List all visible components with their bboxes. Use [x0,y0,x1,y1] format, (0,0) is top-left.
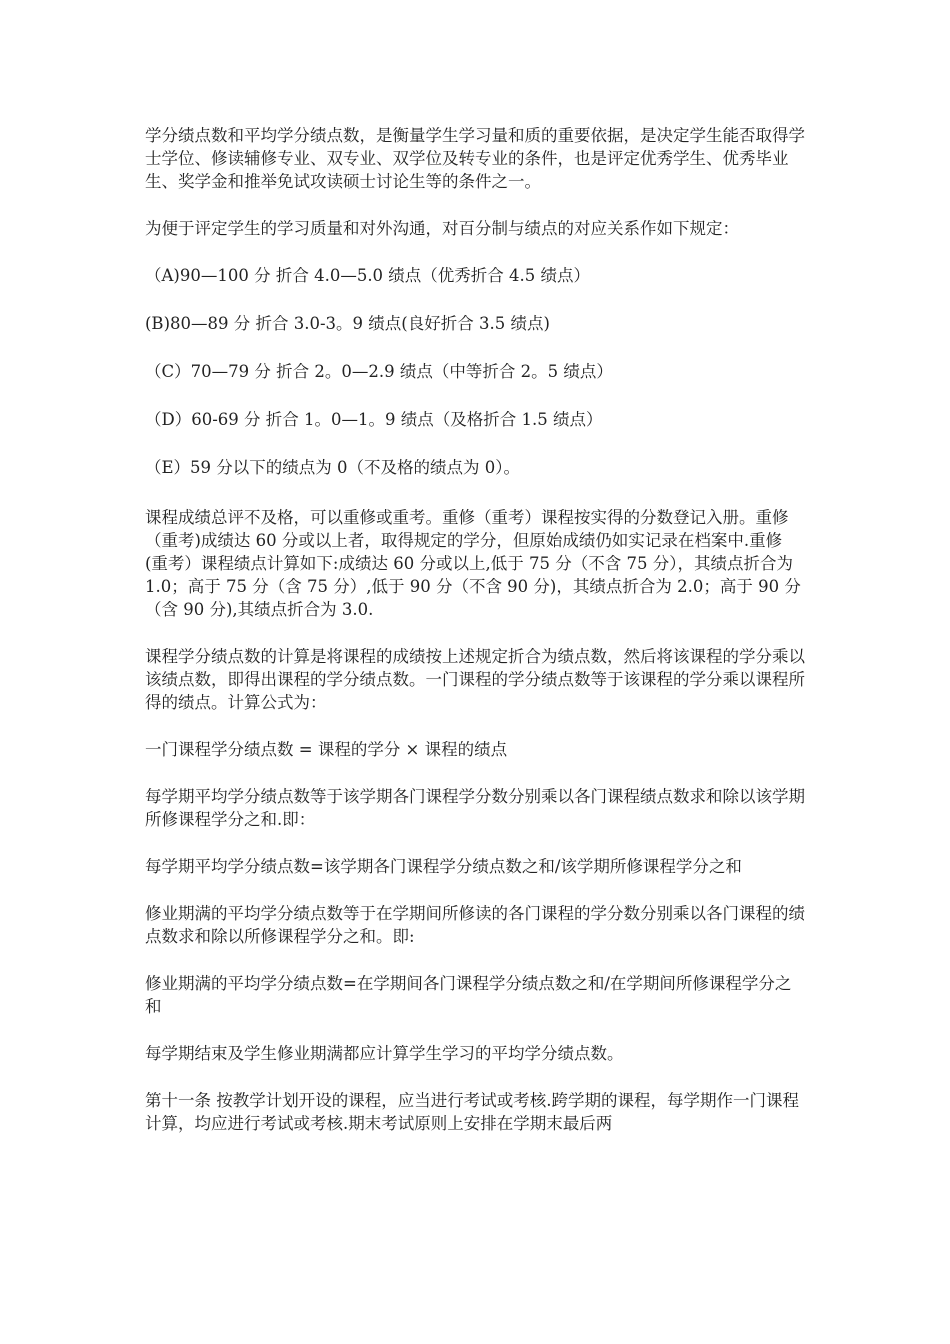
grade-item-d: （D）60-69 分 折合 1。0—1。9 绩点（及格折合 1.5 绩点） [145,410,603,429]
formula-overall-gpa: 修业期满的平均学分绩点数=在学期间各门课程学分绩点数之和/在学期间所修课程学分之和 [145,974,792,1016]
grade-item-a: （A)90—100 分 折合 4.0—5.0 绩点（优秀折合 4.5 绩点） [145,266,591,285]
paragraph-conversion-intro: 为便于评定学生的学习质量和对外沟通，对百分制与绩点的对应关系作如下规定： [145,219,739,238]
grade-item-c: （C）70—79 分 折合 2。0—2.9 绩点（中等折合 2。5 绩点） [145,362,613,381]
formula-semester-gpa: 每学期平均学分绩点数=该学期各门课程学分绩点数之和/该学期所修课程学分之和 [145,857,742,876]
paragraph-gpa-importance: 学分绩点数和平均学分绩点数，是衡量学生学习量和质的重要依据，是决定学生能否取得学士学位、修读辅修专业、双专业、双学位及转专业的条件，也是评定优秀学生、优秀毕业生、奖学金和推举免试攻读硕士讨论生等的条件之一。 [145,126,805,191]
grade-item-e: （E）59 分以下的绩点为 0（不及格的绩点为 0）。 [145,458,521,477]
paragraph-overall-gpa: 修业期满的平均学分绩点数等于在学期间所修读的各门课程的学分数分别乘以各门课程的绩点数求和除以所修课程学分之和。即: [145,904,805,946]
paragraph-retake-rules: 课程成绩总评不及格，可以重修或重考。重修（重考）课程按实得的分数登记入册。重修（重考)成绩达 60 分或以上者，取得规定的学分，但原始成绩仍如实记录在档案中.重修(重考）课程绩点计算如下:成绩达 60 分或以上,低于 75 分（不含 75 分），其绩点折合为 1.0；高于 75 分（含 75 分）,低于 90 分（不含 90 分)，其绩点折合为 2.0；高于 90 分（含 90 分),其绩点折合为 3.0. [145,508,801,619]
document-body [145,124,805,1135]
article-eleven: 第十一条 按教学计划开设的课程，应当进行考试或考核.跨学期的课程，每学期作一门课程计算，均应进行考试或考核.期末考试原则上安排在学期末最后两 [145,1091,799,1133]
paragraph-course-gpa-calc: 课程学分绩点数的计算是将课程的成绩按上述规定折合为绩点数，然后将该课程的学分乘以该绩点数，即得出课程的学分绩点数。一门课程的学分绩点数等于该课程的学分乘以课程所得的绩点。计算公式为： [145,647,805,712]
formula-course-gpa: 一门课程学分绩点数 = 课程的学分 × 课程的绩点 [145,740,508,759]
paragraph-gpa-timing: 每学期结束及学生修业期满都应计算学生学习的平均学分绩点数。 [145,1044,624,1063]
paragraph-semester-gpa: 每学期平均学分绩点数等于该学期各门课程学分数分别乘以各门课程绩点数求和除以该学期所修课程学分之和.即： [145,787,805,829]
grade-item-b: (B)80—89 分 折合 3.0-3。9 绩点(良好折合 3.5 绩点) [145,314,550,333]
